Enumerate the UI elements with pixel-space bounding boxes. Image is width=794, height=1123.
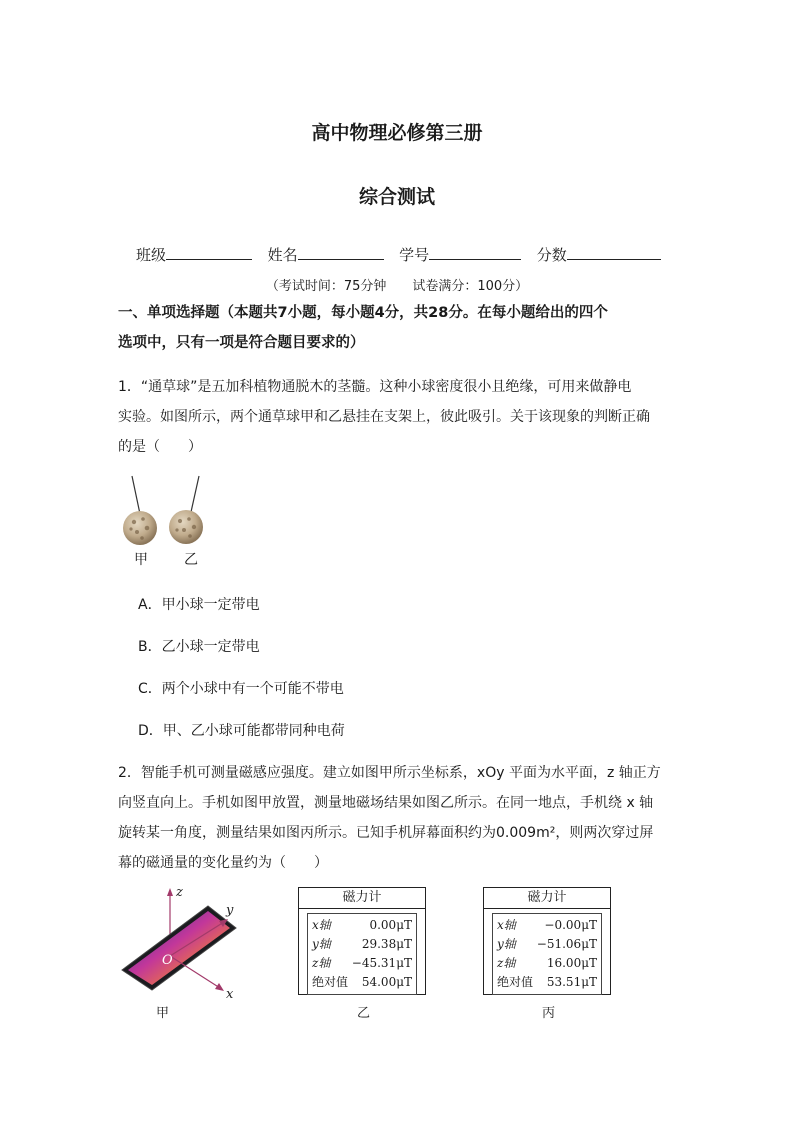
option-a[interactable]: A．甲小球一定带电 bbox=[138, 597, 260, 613]
axis-label-z: z bbox=[176, 885, 183, 900]
thread-left bbox=[132, 476, 140, 514]
exam-note: （考试时间：75分钟 试卷满分：100分） bbox=[265, 279, 529, 294]
number-label: 学号 bbox=[399, 246, 430, 264]
phone-screen bbox=[128, 911, 230, 985]
name-label: 姓名 bbox=[267, 246, 298, 264]
pith-ball-yi bbox=[169, 510, 203, 544]
thread-right bbox=[191, 476, 199, 512]
x-axis bbox=[170, 956, 220, 988]
class-label: 班级 bbox=[136, 246, 167, 264]
score-blank[interactable] bbox=[567, 245, 661, 260]
meter-row: x轴 0.00μT bbox=[312, 918, 412, 932]
caption-yi: 乙 bbox=[357, 1006, 371, 1021]
axis-label-y: y bbox=[226, 903, 234, 918]
origin-label: O bbox=[162, 953, 173, 968]
option-c[interactable]: C．两个小球中有一个可能不带电 bbox=[138, 681, 344, 697]
option-b[interactable]: B．乙小球一定带电 bbox=[138, 639, 260, 655]
class-blank[interactable] bbox=[166, 245, 252, 260]
meter-panel-yi bbox=[298, 887, 426, 995]
student-info-line bbox=[136, 244, 661, 265]
question-2-text: 2．智能手机可测量磁感应强度。建立如图甲所示坐标系，xOy 平面为水平面，z 轴正方 向竖直向上。手机如图甲放置，测量地磁场结果如图乙所示。在同一地点，手机绕 x 轴 旋转某一角度，测量结果如图丙所示。已知手机屏幕面积约为0.009m²，则两次穿过屏 幕的磁通量的变化量约为（ ） bbox=[118, 765, 661, 871]
meter-row: 绝对值 53.51μT bbox=[497, 975, 597, 989]
meter-panel-bing bbox=[483, 887, 611, 995]
question-1-text: 1．“通草球”是五加科植物通脱木的茎髓。这种小球密度很小且绝缘，可用来做静电 实验。如图所示，两个通草球甲和乙悬挂在支架上，彼此吸引。关于该现象的判断正确 的是（ ） bbox=[118, 379, 650, 455]
meter-row: 绝对值 54.00μT bbox=[312, 975, 412, 989]
page-subtitle: 综合测试 bbox=[358, 186, 435, 208]
score-label: 分数 bbox=[536, 246, 567, 264]
meter-row: y轴 −51.06μT bbox=[497, 937, 597, 951]
meter-row: x轴 −0.00μT bbox=[497, 918, 597, 932]
meter-readings bbox=[307, 913, 417, 995]
meter-title: 磁力计 bbox=[299, 888, 425, 909]
name-blank[interactable] bbox=[298, 245, 384, 260]
number-blank[interactable] bbox=[429, 245, 521, 260]
meter-row: y轴 29.38μT bbox=[312, 937, 412, 951]
phone-axes-figure bbox=[112, 884, 252, 1004]
caption-bing: 丙 bbox=[542, 1006, 556, 1021]
pith-balls-figure bbox=[112, 472, 222, 552]
meter-row: z轴 16.00μT bbox=[497, 956, 597, 970]
meter-row: z轴 −45.31μT bbox=[312, 956, 412, 970]
meter-readings bbox=[492, 913, 602, 995]
label-jia: 甲 bbox=[134, 552, 148, 568]
label-yi: 乙 bbox=[184, 552, 198, 568]
option-d[interactable]: D．甲、乙小球可能都带同种电荷 bbox=[138, 723, 345, 739]
pith-ball-jia bbox=[123, 511, 157, 545]
meter-title: 磁力计 bbox=[484, 888, 610, 909]
axis-label-x: x bbox=[226, 987, 234, 1002]
page-title: 高中物理必修第三册 bbox=[311, 122, 483, 144]
caption-jia: 甲 bbox=[156, 1006, 170, 1021]
section-heading: 一、单项选择题（本题共7小题，每小题4分，共28分。在每小题给出的四个 选项中，只有一项是符合题目要求的） bbox=[118, 305, 608, 351]
